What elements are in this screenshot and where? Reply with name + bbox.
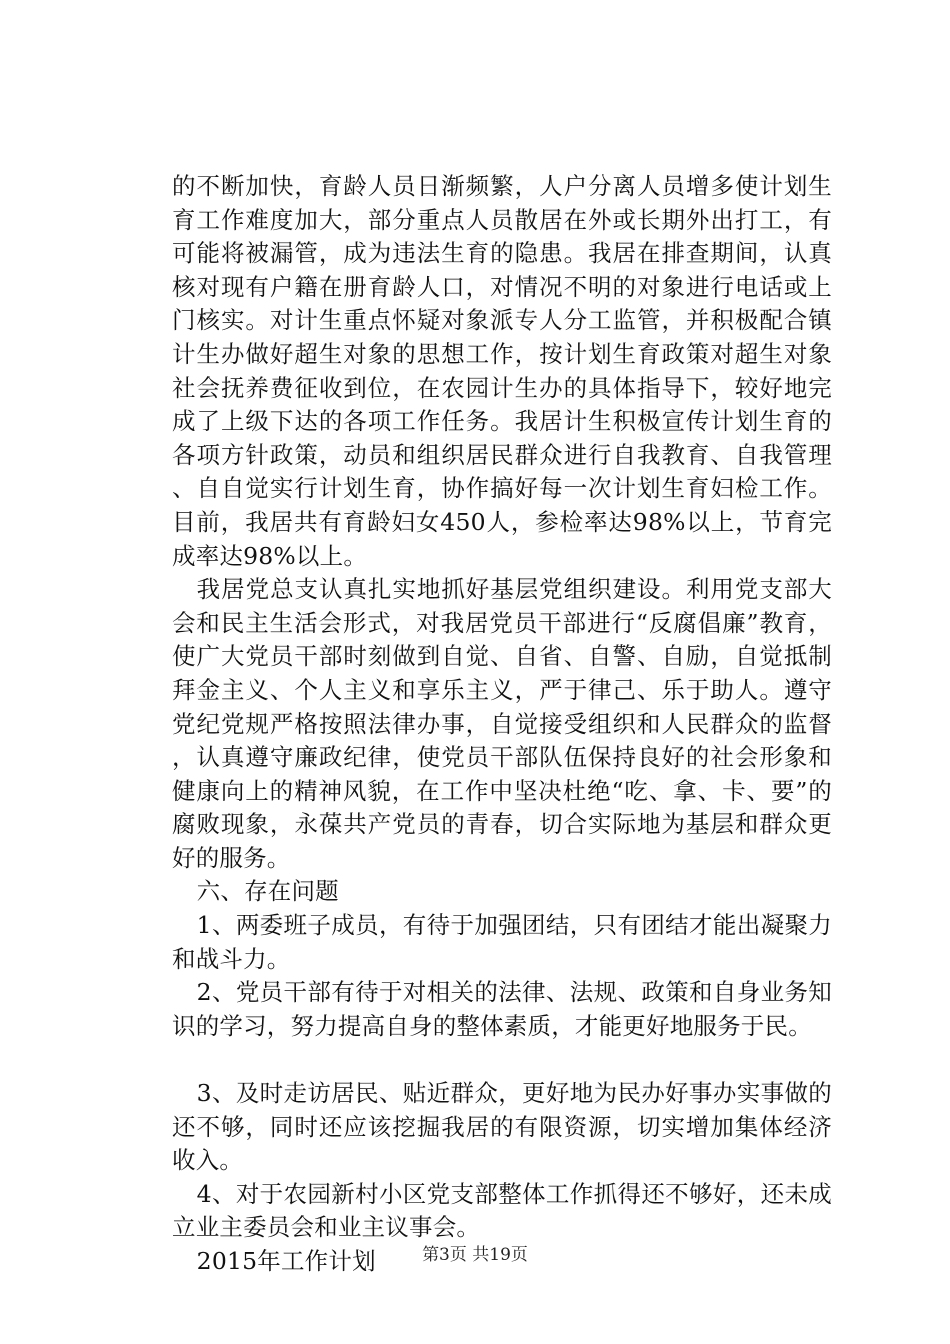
- problem-item-1: 1、两委班子成员，有待于加强团结，只有团结才能出凝聚力和战斗力。: [172, 911, 832, 973]
- paragraph-party-building: 我居党总支认真扎实地抓好基层党组织建设。利用党支部大会和民主生活会形式，对我居党员干部进行“反腐倡廉”教育，使广大党员干部时刻做到自觉、自省、自警、自励，自觉抵制拜金主义、个人主义和享乐主义，严于律己、乐于助人。遵守党纪党规严格按照法律办事，自觉接受组织和人民群众的监督，认真遵守廉政纪律，使党员干部队伍保持良好的社会形象和健康向上的精神风貌，在工作中坚决杜绝“吃、拿、卡、要”的腐败现象，永葆共产党员的青春，切合实际地为基层和群众更好的服务。: [172, 575, 832, 872]
- section-heading-problems: 六、存在问题: [196, 877, 339, 906]
- section-heading-work-plan: 2015年工作计划: [196, 1247, 376, 1275]
- problem-item-3: 3、及时走访居民、贴近群众，更好地为民办好事办实事做的还不够，同时还应该挖掘我居的有限资源，切实增加集体经济收入。: [172, 1079, 832, 1175]
- document-body: [172, 170, 832, 1279]
- paragraph-family-planning: 的不断加快，育龄人员日渐频繁，人户分离人员增多使计划生育工作难度加大，部分重点人员散居在外或长期外出打工，有可能将被漏管，成为违法生育的隐患。我居在排查期间，认真核对现有户籍在册育龄人口，对情况不明的对象进行电话或上门核实。对计生重点怀疑对象派专人分工监管，并积极配合镇计生办做好超生对象的思想工作，按计划生育政策对超生对象社会抚养费征收到位，在农园计生办的具体指导下，较好地完成了上级下达的各项工作任务。我居计生积极宣传计划生育的各项方针政策，动员和组织居民群众进行自我教育、自我管理、自自觉实行计划生育，协作搞好每一次计划生育妇检工作。目前，我居共有育龄妇女450人，参检率达98%以上，节育完成率达98%以上。: [172, 172, 832, 570]
- problem-item-4: 4、对于农园新村小区党支部整体工作抓得还不够好，还未成立业主委员会和业主议事会。: [172, 1179, 832, 1242]
- problem-item-2: 2、党员干部有待于对相关的法律、法规、政策和自身业务知识的学习，努力提高自身的整体素质，才能更好地服务于民。: [172, 978, 832, 1040]
- page-footer: 第3页 共19页: [422, 1245, 528, 1265]
